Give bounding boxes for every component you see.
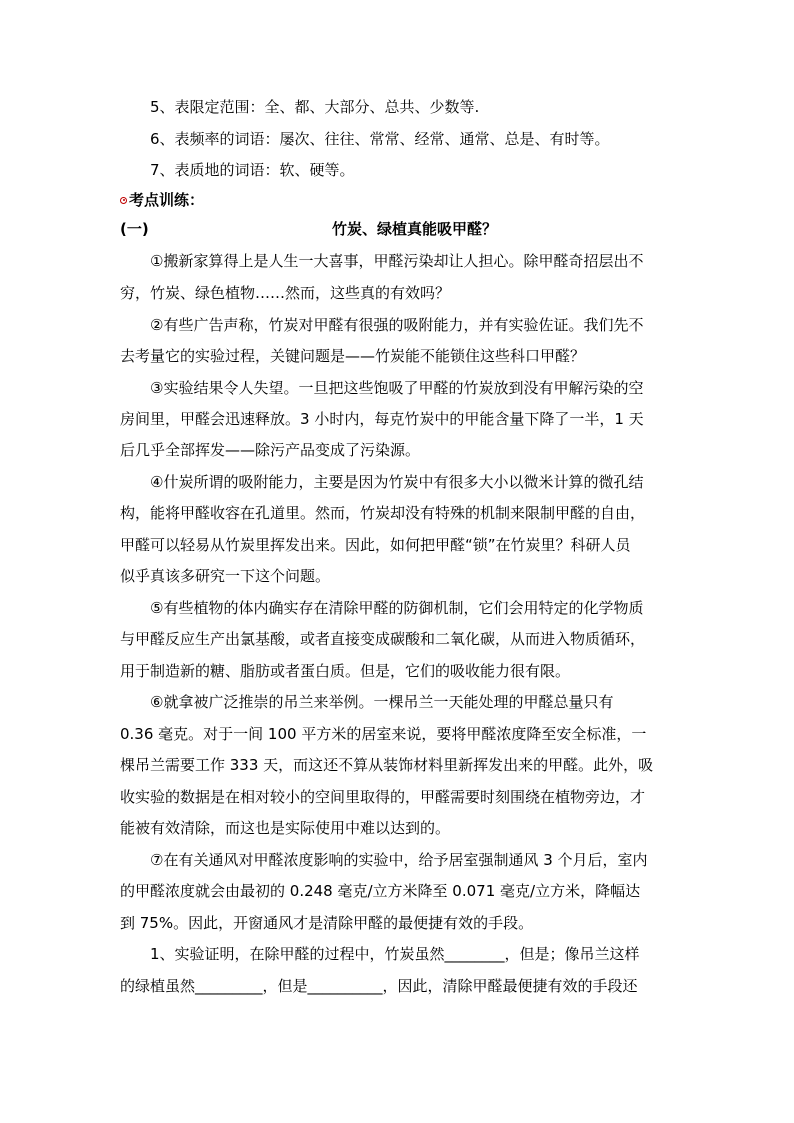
paragraph-1-line: 穷，竹炭、绿色植物……然而，这些真的有效吗？: [120, 284, 451, 302]
paragraph-1-line: ①搬新家算得上是人生一大喜事，甲醛污染却让人担心。除甲醛奇招层出不: [150, 252, 644, 270]
article-title: 竹炭、绿植真能吸甲醛？: [332, 220, 498, 238]
paragraph-5-line: ⑤有些植物的体内确实存在清除甲醛的防御机制，它们会用特定的化学物质: [150, 599, 644, 617]
list-item-frequency: 6、表频率的词语：屡次、往往、常常、经常、通常、总是、有时等。: [150, 130, 610, 148]
paragraph-6-line: 收实验的数据是在相对较小的空间里取得的，甲醛需要时刻围绕在植物旁边，才: [120, 788, 646, 806]
paragraph-5-line: 与甲醛反应生产出氯基酸，或者直接变成碳酸和二氧化碳，从而进入物质循环，: [120, 630, 646, 648]
paragraph-6-line: 棵吊兰需要工作 333 天，而这还不算从装饰材料里新挥发出来的甲醛。此外，吸: [120, 756, 654, 774]
paragraph-5-line: 用于制造新的糖、脂肪或者蛋白质。但是，它们的吸收能力很有限。: [120, 662, 571, 680]
paragraph-2-line: ②有些广告声称，竹炭对甲醛有很强的吸附能力，并有实验佐证。我们先不: [150, 316, 644, 334]
paragraph-6-line: 0.36 毫克。对于一间 100 平方米的居室来说，要将甲醛浓度降至安全标准，一: [120, 725, 647, 743]
paragraph-2-line: 去考量它的实验过程，关键问题是——竹炭能不能锁住这些科口甲醛？: [120, 347, 586, 365]
bullet-circle-icon: [120, 197, 127, 204]
paragraph-4-line: 似乎真该多研究一下这个问题。: [120, 567, 331, 585]
list-item-texture: 7、表质地的词语：软、硬等。: [150, 161, 355, 179]
paragraph-6-line: ⑥就拿被广泛推崇的吊兰来举例。一棵吊兰一天能处理的甲醛总量只有: [150, 693, 614, 711]
paragraph-4-line: 构，能将甲醛收容在孔道里。然而，竹炭却没有特殊的机制来限制甲醛的自由，: [120, 504, 646, 522]
paragraph-3-line: 后几乎全部挥发——除污产品变成了污染源。: [120, 441, 421, 459]
paragraph-7-line: ⑦在有关通风对甲醛浓度影响的实验中，给予居室强制通风 3 个月后，室内: [150, 851, 648, 869]
paragraph-7-line: 的甲醛浓度就会由最初的 0.248 毫克/立方米降至 0.071 毫克/立方米，降幅达: [120, 882, 641, 900]
paragraph-7-line: 到 75%。因此，开窗通风才是清除甲醛的最便捷有效的手段。: [120, 914, 534, 932]
practice-heading-text: 考点训练：: [129, 191, 205, 209]
paragraph-3-line: 房间里，甲醛会迅速释放。3 小时内，每克竹炭中的甲能含量下降了一半，1 天: [120, 410, 644, 428]
paragraph-6-line: 能被有效清除，而这也是实际使用中难以达到的。: [120, 819, 451, 837]
question-1-line: 1、实验证明，在除甲醛的过程中，竹炭虽然________，但是；像吊兰这样: [150, 945, 640, 963]
practice-heading: [120, 190, 680, 210]
paragraph-3-line: ③实验结果令人失望。一旦把这些饱吸了甲醛的竹炭放到没有甲解污染的空: [150, 379, 644, 397]
paragraph-4-line: 甲醛可以轻易从竹炭里挥发出来。因此，如何把甲醛“锁”在竹炭里？科研人员: [120, 536, 631, 554]
question-1-line: 的绿植虽然_________，但是__________，因此，清除甲醛最便捷有效的手段还: [120, 977, 638, 995]
list-item-range: 5、表限定范围：全、都、大部分、总共、少数等.: [150, 98, 480, 116]
section-number: (一): [120, 220, 149, 238]
paragraph-4-line: ④什炭所谓的吸附能力，主要是因为竹炭中有很多大小以微米计算的微孔结: [150, 473, 644, 491]
